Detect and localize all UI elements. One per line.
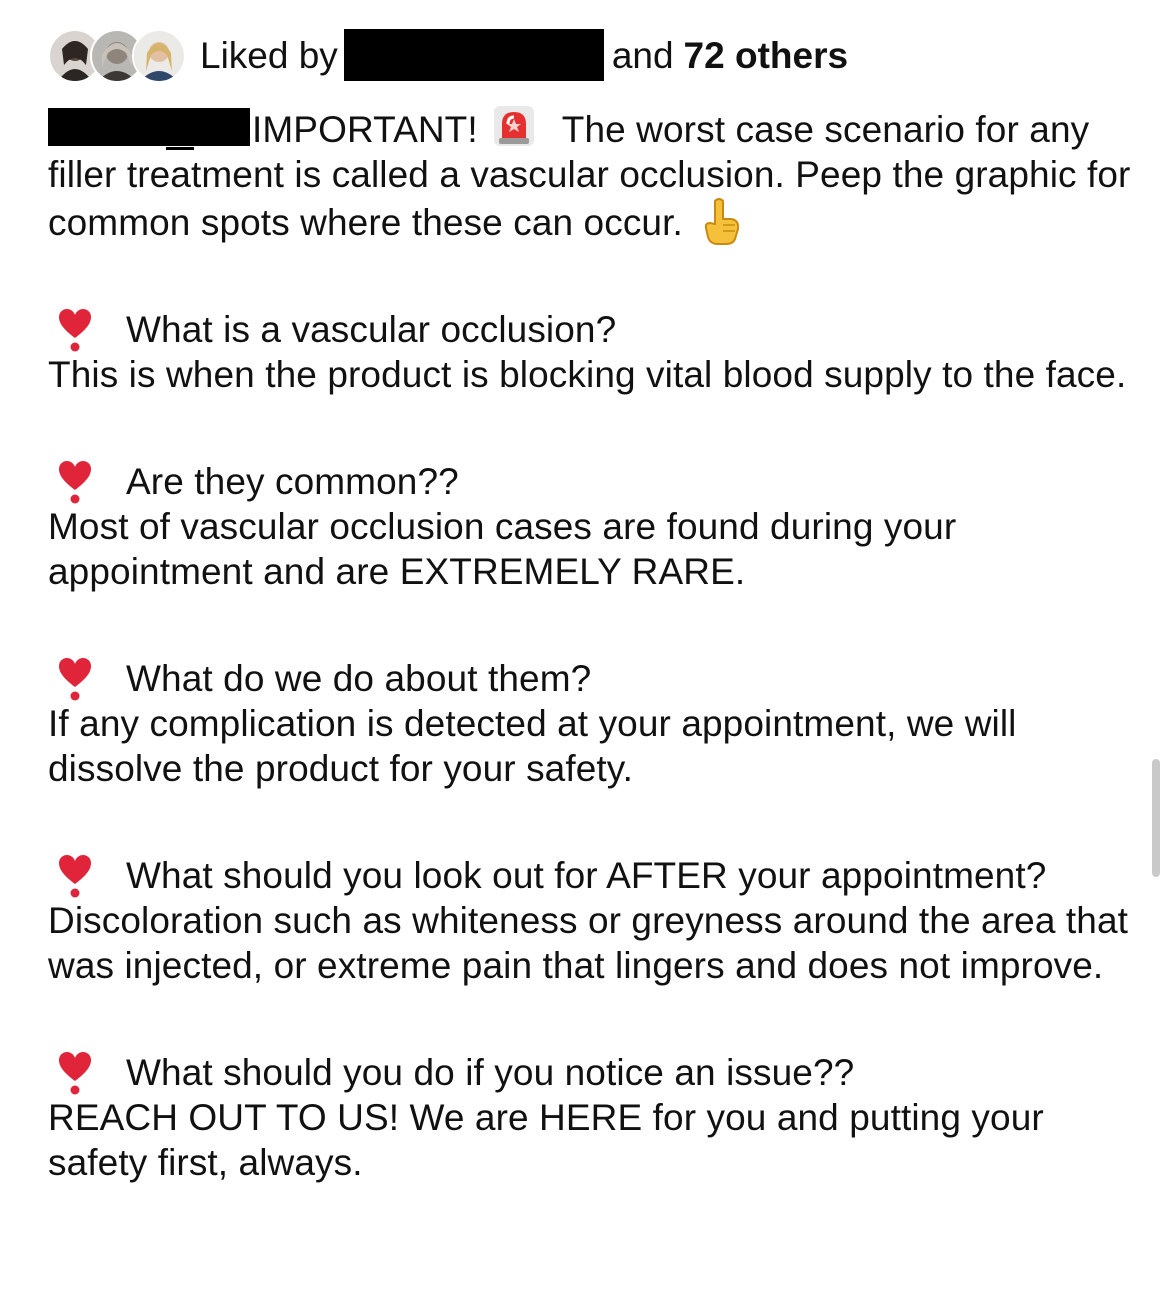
- faq-question: What is a vascular occlusion?: [126, 309, 617, 350]
- caption-intro-text: The worst case scenario for any filler treatment is called a vascular occlusion. Peep the graphic for common spots where these can occur.: [48, 109, 1131, 243]
- faq-question-row: [48, 853, 1133, 898]
- faq-section-4: [48, 853, 1133, 988]
- faq-question: Are they common??: [126, 461, 459, 502]
- faq-answer: REACH OUT TO US! We are HERE for you and putting your safety first, always.: [48, 1097, 1044, 1183]
- faq-answer: If any complication is detected at your appointment, we will dissolve the product for your safety.: [48, 703, 1017, 789]
- redacted-username: [344, 29, 604, 81]
- faq-question: What do we do about them?: [126, 658, 592, 699]
- heavy-heart-exclamation-icon: [58, 308, 92, 352]
- faq-section-3: [48, 656, 1133, 791]
- faq-answer: This is when the product is blocking vital blood supply to the face.: [48, 354, 1127, 395]
- police-siren-icon: [492, 104, 536, 148]
- liked-by-label: Liked by: [200, 34, 338, 76]
- liker-avatars[interactable]: [48, 29, 182, 81]
- post-caption: [48, 104, 1133, 1185]
- likes-and-label: and: [611, 34, 674, 76]
- faq-question-row: [48, 459, 1133, 504]
- important-label: IMPORTANT!: [252, 109, 478, 150]
- redacted-author-name: [48, 108, 250, 146]
- faq-question-row: [48, 307, 1133, 352]
- heavy-heart-exclamation-icon: [58, 460, 92, 504]
- scrollbar-thumb[interactable]: [1152, 759, 1160, 877]
- heavy-heart-exclamation-icon: [58, 854, 92, 898]
- faq-question: What should you do if you notice an issue??: [126, 1052, 855, 1093]
- faq-section-2: [48, 459, 1133, 594]
- faq-question-row: [48, 656, 1133, 701]
- heavy-heart-exclamation-icon: [58, 1051, 92, 1095]
- likes-row[interactable]: [48, 26, 848, 84]
- caption-intro: [48, 104, 1133, 245]
- pointing-up-hand-icon: [701, 197, 741, 245]
- faq-answer: Discoloration such as whiteness or greyness around the area that was injected, or extreme pain that lingers and does not improve.: [48, 900, 1128, 986]
- faq-answer: Most of vascular occlusion cases are found during your appointment and are EXTREMELY RARE.: [48, 506, 957, 592]
- likes-count[interactable]: 72 others: [683, 34, 849, 76]
- faq-section-1: [48, 307, 1133, 397]
- faq-section-5: [48, 1050, 1133, 1185]
- heavy-heart-exclamation-icon: [58, 657, 92, 701]
- faq-question: What should you look out for AFTER your appointment?: [126, 855, 1047, 896]
- faq-question-row: [48, 1050, 1133, 1095]
- avatar[interactable]: [132, 29, 186, 83]
